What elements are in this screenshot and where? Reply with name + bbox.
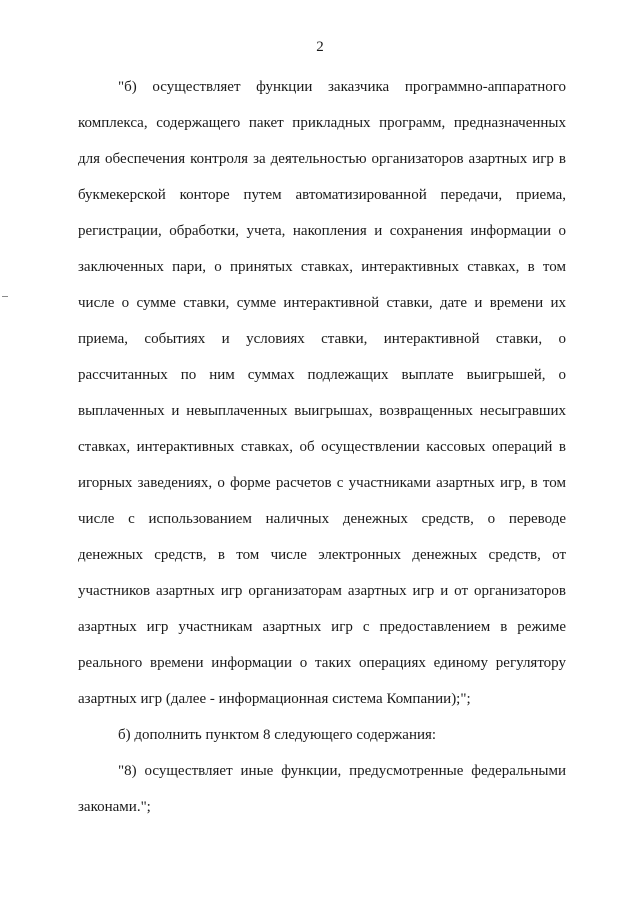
paragraph-1-line-16: азартных игр участникам азартных игр с предоставлением в режиме bbox=[78, 619, 566, 635]
paragraph-1-line-14: денежных средств, в том числе электронных денежных средств, от bbox=[78, 547, 566, 563]
page-number: 2 bbox=[316, 39, 324, 55]
paragraph-1-line-17: реального времени информации о таких операциях единому регулятору bbox=[78, 655, 566, 671]
paragraph-1-line-13: числе с использованием наличных денежных средств, о переводе bbox=[78, 511, 566, 527]
paragraph-1-line-15: участников азартных игр организаторам азартных игр и от организаторов bbox=[78, 583, 566, 599]
paragraph-2: б) дополнить пунктом 8 следующего содержания: bbox=[118, 727, 437, 743]
paragraph-1-line-11: ставках, интерактивных ставках, об осуществлении кассовых операций в bbox=[78, 439, 566, 455]
paragraph-1-line-6: заключенных пари, о принятых ставках, интерактивных ставках, в том bbox=[78, 259, 566, 275]
paragraph-1-line-4: букмекерской конторе путем автоматизированной передачи, приема, bbox=[78, 187, 566, 203]
paragraph-1-line-9: рассчитанных по ним суммах подлежащих выплате выигрышей, о bbox=[78, 367, 566, 383]
paragraph-1-line-7: числе о сумме ставки, сумме интерактивной ставки, дате и времени их bbox=[78, 295, 566, 311]
margin-mark bbox=[2, 296, 8, 297]
paragraph-1-line-12: игорных заведениях, о форме расчетов с участниками азартных игр, в том bbox=[78, 475, 566, 491]
paragraph-3-line-1: "8) осуществляет иные функции, предусмотренные федеральными bbox=[118, 763, 566, 779]
paragraph-1-line-2: комплекса, содержащего пакет прикладных программ, предназначенных bbox=[78, 115, 566, 131]
paragraph-3-line-2: законами."; bbox=[78, 799, 151, 815]
paragraph-1-line-18: азартных игр (далее - информационная система Компании);"; bbox=[78, 691, 471, 707]
paragraph-1-line-3: для обеспечения контроля за деятельностью организаторов азартных игр в bbox=[78, 151, 566, 167]
paragraph-1-line-5: регистрации, обработки, учета, накопления и сохранения информации о bbox=[78, 223, 566, 239]
paragraph-1-line-8: приема, событиях и условиях ставки, интерактивной ставки, о bbox=[78, 331, 566, 347]
paragraph-1-line-1: "б) осуществляет функции заказчика программно-аппаратного bbox=[118, 79, 566, 95]
paragraph-1-line-10: выплаченных и невыплаченных выигрышах, возвращенных несыгравших bbox=[78, 403, 566, 419]
